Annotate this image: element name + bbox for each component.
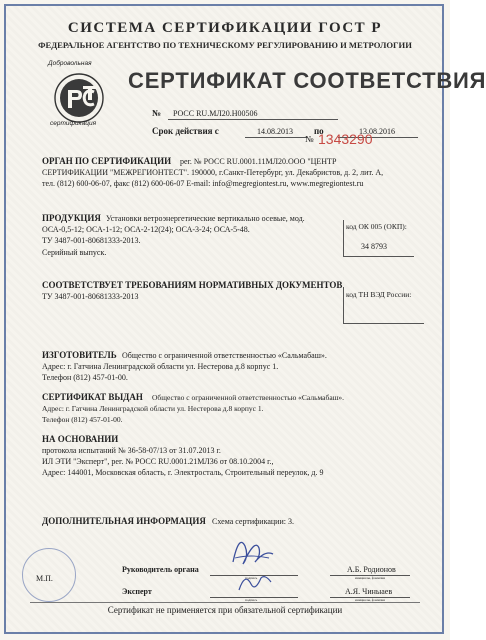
- manufacturer-line-3: Телефон (812) 457-01-00.: [42, 373, 128, 382]
- logo-top-label: Добровольная: [48, 60, 92, 67]
- scheme-text: Схема сертификации: 3.: [212, 517, 294, 526]
- date-to: 13.08.2016: [359, 127, 395, 136]
- basis-line-1: протокола испытаний № 36-58-07/13 от 31.07.2013 г.: [42, 446, 221, 455]
- tnved-label: код ТН ВЭД России:: [346, 290, 412, 299]
- cert-number: РОСС RU.МЛ20.Н00506: [173, 109, 258, 118]
- product-line-3: ТУ 3487-001-80681333-2013.: [42, 236, 141, 245]
- organ-line-1: рег. № РОСС RU.0001.11МЛ20.ООО "ЦЕНТР: [180, 157, 337, 166]
- basis-line-2: ИЛ ЭТИ "Эксперт", рег. № РОСС RU.0001.21МЛ36 от 08.10.2004 г.,: [42, 457, 274, 466]
- organ-line-3: тел. (812) 600-06-07, факс (812) 600-06-07 E-mail: info@megregiontest.ru, www.megregiontest.ru: [42, 179, 364, 188]
- manufacturer-label: ИЗГОТОВИТЕЛЬ: [42, 350, 117, 360]
- date-from: 14.08.2013: [257, 127, 293, 136]
- head-name: А.Б. Родионов: [347, 565, 396, 574]
- serial-number: 1343290: [318, 131, 373, 147]
- product-line-4: Серийный выпуск.: [42, 248, 107, 257]
- agency-name: ФЕДЕРАЛЬНОЕ АГЕНТСТВО ПО ТЕХНИЧЕСКОМУ РЕГУЛИРОВАНИЮ И МЕТРОЛОГИИ: [38, 40, 412, 50]
- expert-name: А.Я. Чиныаев: [345, 587, 393, 596]
- product-line-2: ОСА-0,5-12; ОСА-1-12; ОСА-2-12(24); ОСА-3-24; ОСА-5-48.: [42, 225, 250, 234]
- requirements-line-1: ТУ 3487-001-80681333-2013: [42, 292, 139, 301]
- head-sign-caption: подпись: [245, 576, 258, 580]
- cert-number-underline: [168, 119, 338, 120]
- expert-label: Эксперт: [122, 587, 152, 596]
- issued-label: СЕРТИФИКАТ ВЫДАН: [42, 392, 143, 402]
- head-label: Руководитель органа: [122, 565, 199, 574]
- issued-line-3: Телефон (812) 457-01-00.: [42, 415, 123, 424]
- head-name-caption: инициалы, фамилия: [355, 576, 385, 580]
- system-title: СИСТЕМА СЕРТИФИКАЦИИ ГОСТ Р: [67, 20, 383, 36]
- basis-label: НА ОСНОВАНИИ: [42, 434, 119, 444]
- expert-sign-caption: подпись: [245, 598, 258, 602]
- manufacturer-line-2: Адрес: г. Гатчина Ленинградской области ул. Нестерова д.8 корпус 1.: [42, 362, 279, 371]
- issued-line-2: Адрес: г. Гатчина Ленинградской области ул. Нестерова д.8 корпус 1.: [42, 404, 264, 413]
- okp-value: 34 8793: [361, 242, 387, 251]
- cert-number-label: №: [152, 108, 162, 118]
- requirements-label: СООТВЕТСТВУЕТ ТРЕБОВАНИЯМ НОРМАТИВНЫХ ДОКУМЕНТОВ: [42, 280, 343, 290]
- okp-label: код ОК 005 (ОКП):: [346, 222, 407, 231]
- organ-line-2: СЕРТИФИКАЦИИ "МЕЖРЕГИОНТЕСТ". 190000, г.Санкт-Петербург, ул. Декабристов, д. 2, лит. А,: [42, 168, 384, 177]
- expert-signature-image: [235, 570, 275, 596]
- to-label: по: [314, 126, 324, 136]
- product-label: ПРОДУКЦИЯ: [42, 213, 101, 223]
- validity-label: Срок действия с: [152, 126, 219, 136]
- certificate-title: СЕРТИФИКАТ СООТВЕТСТВИЯ: [128, 68, 486, 93]
- logo-bottom-label: сертификация: [50, 120, 97, 127]
- manufacturer-line-1: Общество с ограниченной ответственностью «Сальмабаш».: [122, 351, 327, 360]
- additional-label: ДОПОЛНИТЕЛЬНАЯ ИНФОРМАЦИЯ: [42, 516, 206, 526]
- head-signature-image: [225, 528, 280, 570]
- basis-line-3: Адрес: 144001, Московская область, г. Электросталь, Строительный переулок, д. 9: [42, 468, 324, 477]
- date-from-underline: [245, 137, 307, 138]
- footer-divider: [30, 602, 420, 603]
- product-line-1: Установки ветроэнергетические вертикально осевые, мод.: [106, 214, 305, 223]
- footer-note: Сертификат не применяется при обязательной сертификации: [107, 605, 343, 615]
- organ-label: ОРГАН ПО СЕРТИФИКАЦИИ: [42, 156, 172, 166]
- expert-name-caption: инициалы, фамилия: [355, 598, 385, 602]
- serial-label: №: [305, 134, 314, 144]
- issued-line-1: Общество с ограниченной ответственностью «Сальмабаш».: [152, 393, 345, 402]
- stamp-label: М.П.: [36, 574, 53, 583]
